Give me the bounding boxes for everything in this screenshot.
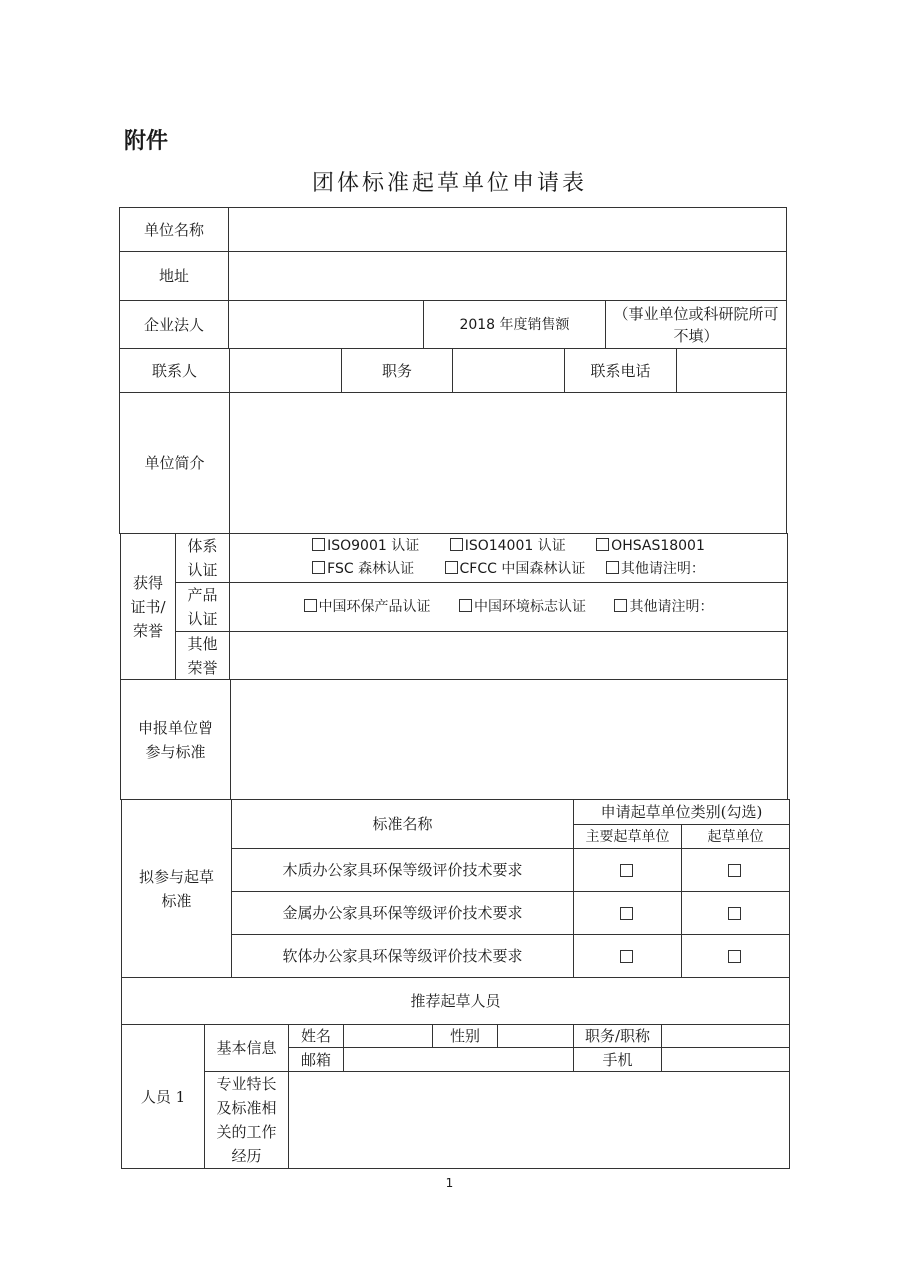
name-label: 姓名 [288,1024,344,1048]
standard-name-2: 金属办公家具环保等级评价技术要求 [231,891,574,935]
contact-field[interactable] [229,348,342,393]
attachment-label: 附件 [124,129,169,154]
checkbox-icon [614,599,627,612]
name-field[interactable] [343,1024,433,1048]
checkbox-icon [728,864,741,877]
phone-field[interactable] [676,348,787,393]
category-header: 申请起草单位类别(勾选) [573,799,790,825]
legal-person-field[interactable] [228,300,424,349]
drafter-checkbox-2[interactable] [681,891,790,935]
email-field[interactable] [343,1047,574,1072]
contact-label: 联系人 [119,348,230,393]
option-product-other: 其他请注明： [629,599,714,615]
proposed-standards-label: 拟参与起草标准 [121,799,232,978]
main-drafter-checkbox-3[interactable] [573,934,682,978]
standard-name-3: 软体办公家具环保等级评价技术要求 [231,934,574,978]
option-fsc: FSC 森林认证 [327,561,415,577]
expertise-label: 专业特长及标准相关的工作经历 [204,1071,289,1169]
page-number: 1 [445,1176,454,1190]
basic-info-label: 基本信息 [204,1024,289,1072]
sales-2018-label: 2018 年度销售额 [423,300,606,349]
checkbox-icon [728,907,741,920]
checkbox-fsc[interactable] [312,561,414,577]
email-label: 邮箱 [288,1047,344,1072]
main-drafter-header: 主要起草单位 [573,824,682,849]
phone-label: 联系电话 [564,348,677,393]
person-1-label: 人员 1 [121,1024,205,1169]
gender-field[interactable] [497,1024,574,1048]
unit-intro-field[interactable] [229,392,787,534]
sales-2018-field[interactable] [605,300,787,349]
checkbox-icon [620,864,633,877]
checkbox-icon [728,950,741,963]
past-standards-field[interactable] [230,679,788,800]
system-cert-options [229,533,788,583]
position-field[interactable] [452,348,565,393]
gender-label: 性别 [432,1024,498,1048]
checkbox-icon [312,538,325,551]
checkbox-ohsas18001[interactable] [596,538,705,554]
other-honor-field[interactable] [229,631,788,680]
option-iso9001: ISO9001 认证 [327,538,420,554]
system-cert-row-2 [312,558,705,581]
checkbox-iso14001[interactable] [450,538,566,554]
product-cert-label: 产品认证 [175,582,230,632]
option-env-label: 中国环境标志认证 [474,599,586,615]
option-cfcc: CFCC 中国森林认证 [459,561,586,577]
address-label: 地址 [119,251,229,301]
checkbox-icon [312,561,325,574]
unit-name-label: 单位名称 [119,207,229,252]
option-system-other: 其他请注明： [620,561,705,577]
checkbox-icon [606,561,619,574]
title-job-field[interactable] [661,1024,790,1048]
form-title: 团体标准起草单位申请表 [311,171,587,196]
drafter-checkbox-3[interactable] [681,934,790,978]
main-drafter-checkbox-1[interactable] [573,848,682,892]
checkbox-env-label[interactable] [459,599,586,615]
recommended-people-header: 推荐起草人员 [121,977,790,1025]
main-drafter-checkbox-2[interactable] [573,891,682,935]
standard-name-header: 标准名称 [231,799,574,849]
mobile-field[interactable] [661,1047,790,1072]
checkbox-product-other[interactable] [614,599,713,615]
product-cert-row [304,595,714,619]
checkbox-icon [304,599,317,612]
address-field[interactable] [228,251,787,301]
expertise-field[interactable] [288,1071,790,1169]
checkbox-icon [459,599,472,612]
sales-note: （事业单位或科研院所可不填） [613,304,779,345]
drafter-header: 起草单位 [681,824,790,849]
standard-name-1: 木质办公家具环保等级评价技术要求 [231,848,574,892]
checkbox-icon [445,561,458,574]
other-honor-label: 其他荣誉 [175,631,230,680]
product-cert-options [229,582,788,632]
legal-person-label: 企业法人 [119,300,229,349]
unit-intro-label: 单位简介 [119,392,230,534]
checkbox-icon [596,538,609,551]
drafter-checkbox-1[interactable] [681,848,790,892]
cert-honor-label: 获得证书/荣誉 [120,533,176,680]
checkbox-icon [450,538,463,551]
checkbox-icon [620,950,633,963]
past-standards-label: 申报单位曾参与标准 [120,679,231,800]
system-cert-label: 体系认证 [175,533,230,583]
unit-name-field[interactable] [228,207,787,252]
option-iso14001: ISO14001 认证 [464,538,566,554]
option-ohsas18001: OHSAS18001 [611,538,705,554]
mobile-label: 手机 [573,1047,662,1072]
checkbox-cep[interactable] [304,599,431,615]
title-job-label: 职务/职称 [573,1024,662,1048]
checkbox-system-other[interactable] [606,561,705,577]
checkbox-cfcc[interactable] [445,561,586,577]
checkbox-iso9001[interactable] [312,538,419,554]
checkbox-icon [620,907,633,920]
option-cep: 中国环保产品认证 [318,599,431,615]
position-label: 职务 [341,348,453,393]
system-cert-row-1 [312,535,705,558]
